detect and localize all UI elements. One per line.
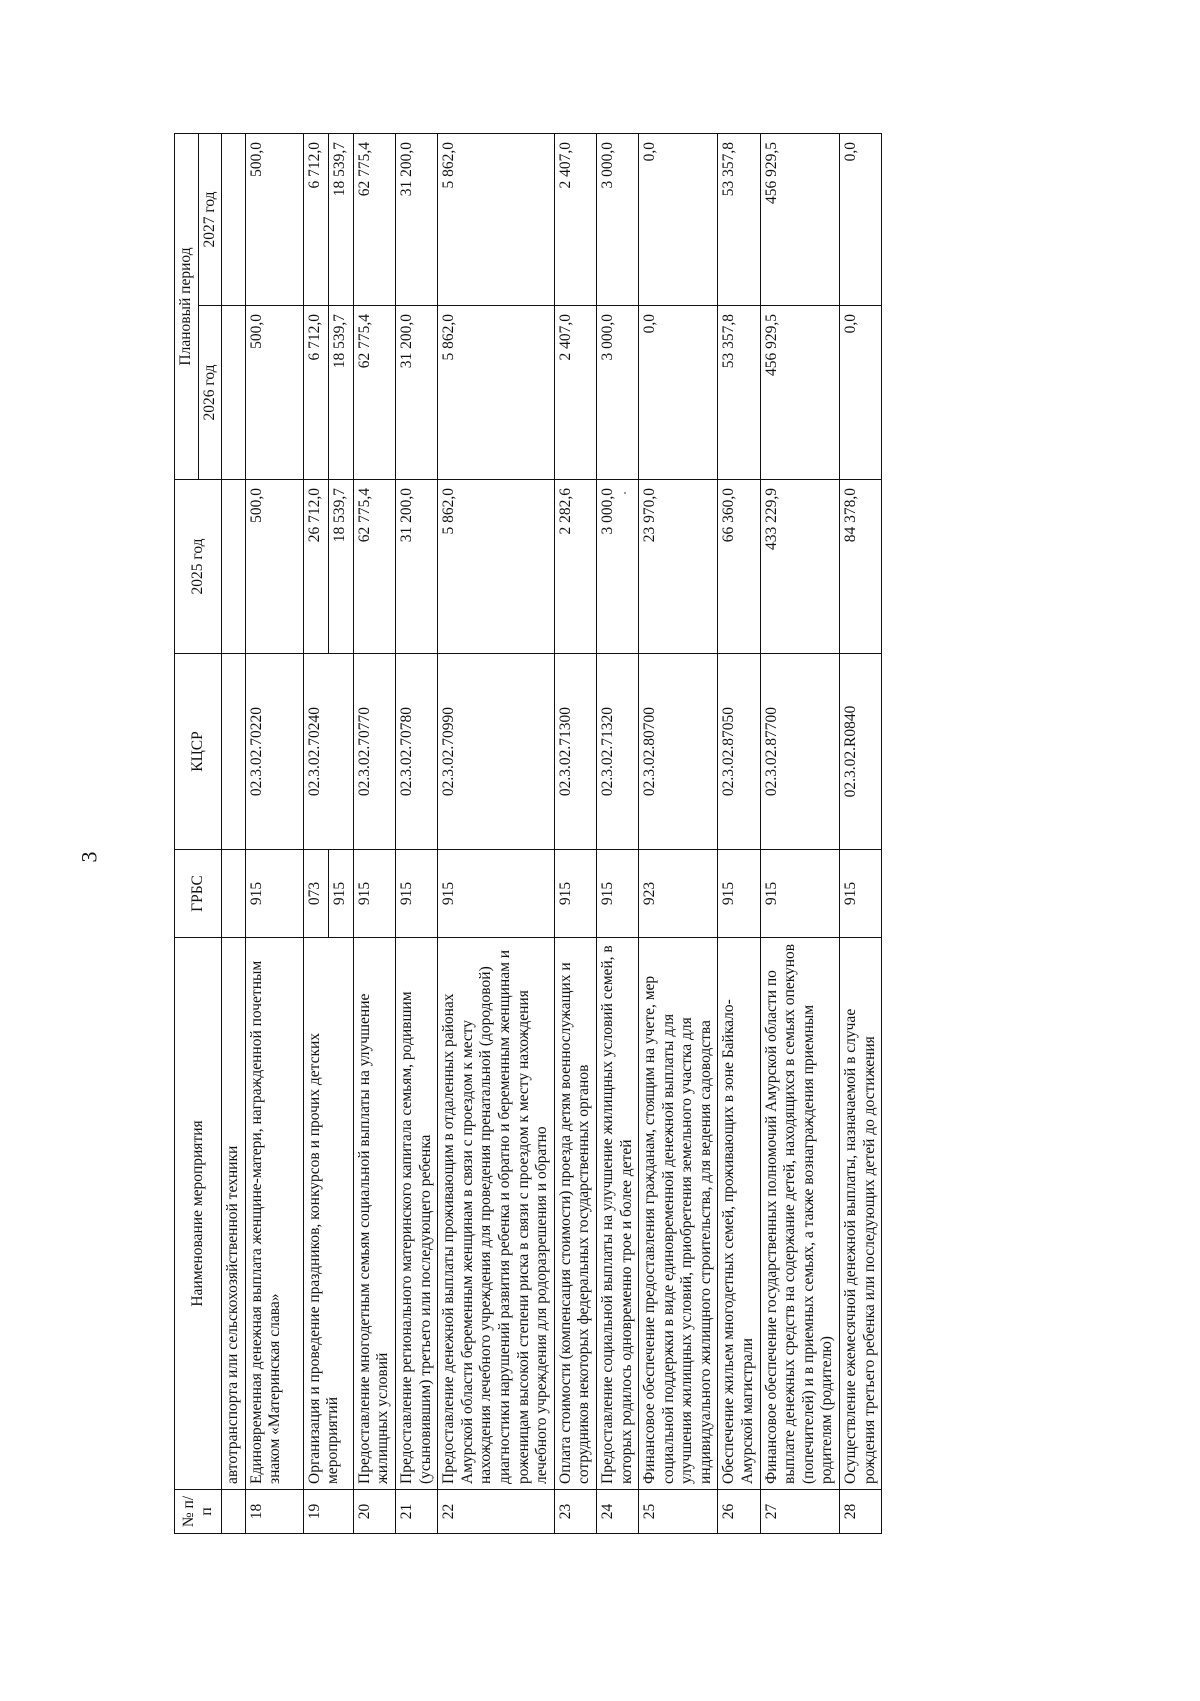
row-kcsr: 02.3.02.70770 (353, 654, 395, 850)
row-kcsr: 02.3.02.71320 (596, 654, 638, 850)
header-num: № п/п (175, 1490, 222, 1534)
rotated-table-container (174, 134, 1074, 1534)
row-2026: 2 407,0 (554, 306, 596, 480)
header-row-1 (175, 133, 199, 1533)
row-2025: 23 970,0 (639, 480, 718, 654)
row-2027: 18 539,7 (328, 133, 353, 305)
row-num: 18 (245, 1490, 303, 1534)
row-2027: 456 929,5 (760, 133, 839, 305)
table-row-19 (303, 133, 328, 1533)
table-row-28 (840, 133, 882, 1533)
row-2027: 62 775,4 (353, 133, 395, 305)
row-grbs: 915 (395, 850, 437, 938)
row-grbs: 915 (438, 850, 555, 938)
row-2025: 26 712,0 (303, 480, 328, 654)
row-2025: 84 378,0 (840, 480, 882, 654)
row-kcsr: 02.3.02.70990 (438, 654, 555, 850)
row-grbs: 073 (303, 850, 328, 938)
row-kcsr: 02.3.02.87700 (760, 654, 839, 850)
table-row-26 (718, 133, 760, 1533)
header-grbs: ГРБС (175, 850, 222, 938)
row-num: 20 (353, 1490, 395, 1534)
table-row-23 (554, 133, 596, 1533)
row-grbs: 915 (596, 850, 638, 938)
row-kcsr: 02.3.02.71300 (554, 654, 596, 850)
row-kcsr: 02.3.02.87050 (718, 654, 760, 850)
row-2025: 500,0 (245, 480, 303, 654)
row-grbs: 915 (840, 850, 882, 938)
row-2026: 5 862,0 (438, 306, 555, 480)
row-2026: 456 929,5 (760, 306, 839, 480)
table-row-continuation (222, 133, 246, 1533)
row-2027: 500,0 (245, 133, 303, 305)
row-grbs: 915 (554, 850, 596, 938)
row-2025: 62 775,4 (353, 480, 395, 654)
row-kcsr: 02.3.02.70240 (303, 654, 353, 850)
row-num: 28 (840, 1490, 882, 1534)
table-row-25 (639, 133, 718, 1533)
row-2027: 0,0 (639, 133, 718, 305)
row-name: Оплата стоимости (компенсация стоимости) проезда детям военнослужащих и сотрудников некоторых федеральных государственных органов (554, 938, 596, 1490)
table-row-20 (353, 133, 395, 1533)
row-name: Обеспечение жильем многодетных семей, проживающих в зоне Байкало-Амурской магистрали (718, 938, 760, 1490)
row-2027: 5 862,0 (438, 133, 555, 305)
row-2025: 18 539,7 (328, 480, 353, 654)
row-num: 19 (303, 1490, 353, 1534)
row-name: Организация и проведение праздников, конкурсов и прочих детских мероприятий (303, 938, 353, 1490)
row-name: автотранспорта или сельскохозяйственной техники (222, 938, 246, 1490)
row-num: 27 (760, 1490, 839, 1534)
row-2025: 66 360,0 (718, 480, 760, 654)
row-grbs: 923 (639, 850, 718, 938)
header-2027: 2027 год (198, 133, 222, 305)
row-2027: 3 000,0 (596, 133, 638, 305)
row-name: Финансовое обеспечение государственных полномочий Амурской области по выплате денежных средств на содержание детей, находящихся в семьях опекунов (попечителей) и в приемных семьях, а также вознаграждения приемным родителям (родителю) (760, 938, 839, 1490)
row-2026: 0,0 (840, 306, 882, 480)
row-name: Предоставление социальной выплаты на улучшение жилищных условий семей, в которых родилось одновременно трое и более детей (596, 938, 638, 1490)
row-2026: 31 200,0 (395, 306, 437, 480)
table-row-27 (760, 133, 839, 1533)
row-2027: 2 407,0 (554, 133, 596, 305)
header-2025: 2025 год (175, 480, 222, 654)
row-grbs: 915 (328, 850, 353, 938)
row-kcsr: 02.3.02.80700 (639, 654, 718, 850)
row-num: 25 (639, 1490, 718, 1534)
header-name: Наименование мероприятия (175, 938, 222, 1490)
header-kcsr: КЦСР (175, 654, 222, 850)
row-2026: 500,0 (245, 306, 303, 480)
row-kcsr: 02.3.02.70780 (395, 654, 437, 850)
header-planned-period: Плановый период (175, 133, 199, 479)
row-2025: 433 229,9 (760, 480, 839, 654)
row-name: Предоставление многодетным семьям социальной выплаты на улучшение жилищных условий (353, 938, 395, 1490)
row-kcsr: 02.3.02.R0840 (840, 654, 882, 850)
row-name: Единовременная денежная выплата женщине-матери, награжденной почетным знаком «Материнская слава» (245, 938, 303, 1490)
header-2026: 2026 год (198, 306, 222, 480)
row-kcsr: 02.3.02.70220 (245, 654, 303, 850)
row-2026: 62 775,4 (353, 306, 395, 480)
table-row-21 (395, 133, 437, 1533)
row-name: Предоставление регионального материнского капитала семьям, родившим (усыновившим) третьего или последующего ребенка (395, 938, 437, 1490)
row-2025: 2 282,6 (554, 480, 596, 654)
row-2026: 3 000,0 (596, 306, 638, 480)
row-2026: 18 539,7 (328, 306, 353, 480)
row-2026: 0,0 (639, 306, 718, 480)
row-2026: 53 357,8 (718, 306, 760, 480)
row-name: Предоставление денежной выплаты проживающим в отдаленных районах Амурской области беременным женщинам в связи с проездом к месту нахождения лечебного учреждения для проведения пренатальной (дородовой) диагностики нарушений развития ребенка и обратно и беременным женщинам и роженицам высокой степени риска в связи с проездом к месту нахождения лечебного учреждения для родоразрешения и обратно (438, 938, 555, 1490)
row-num: 26 (718, 1490, 760, 1534)
table-row-18 (245, 133, 303, 1533)
row-grbs: 915 (245, 850, 303, 938)
row-grbs: 915 (760, 850, 839, 938)
row-2025: 5 862,0 (438, 480, 555, 654)
row-name: Осуществление ежемесячной денежной выплаты, назначаемой в случае рождения третьего ребенка или последующих детей до достижения (840, 938, 882, 1490)
row-2025: 3 000,0 (596, 480, 638, 654)
budget-table (174, 133, 882, 1534)
row-2025: 31 200,0 (395, 480, 437, 654)
row-2027: 6 712,0 (303, 133, 328, 305)
row-num: 22 (438, 1490, 555, 1534)
row-2026: 6 712,0 (303, 306, 328, 480)
row-num: 23 (554, 1490, 596, 1534)
table-row-22 (438, 133, 555, 1533)
row-num: 24 (596, 1490, 638, 1534)
row-name: Финансовое обеспечение предоставления гражданам, стоящим на учете, мер социальной поддержки в виде единовременной денежной выплаты для улучшения жилищных условий, приобретения земельного участка для индивидуального жилищного строительства, для ведения садоводства (639, 938, 718, 1490)
row-grbs: 915 (353, 850, 395, 938)
row-2027: 31 200,0 (395, 133, 437, 305)
row-grbs: 915 (718, 850, 760, 938)
page-number: 3 (76, 851, 102, 863)
row-2027: 0,0 (840, 133, 882, 305)
table-row-24 (596, 133, 638, 1533)
row-2027: 53 357,8 (718, 133, 760, 305)
row-num: 21 (395, 1490, 437, 1534)
